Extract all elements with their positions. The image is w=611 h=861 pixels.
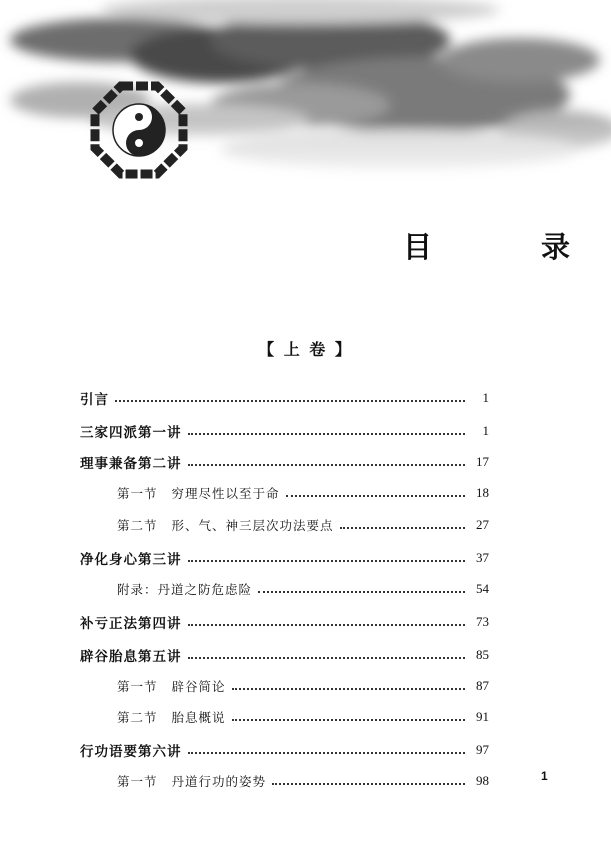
toc-section-number: 第一节 — [117, 774, 158, 789]
toc-entry[interactable] — [0, 548, 611, 568]
toc-section-number: 第二节 — [117, 710, 158, 725]
toc-entry[interactable] — [0, 645, 611, 665]
toc-entry-label — [80, 388, 109, 408]
dot-leader — [188, 624, 466, 626]
toc-entry-title: 理事兼备第二讲 — [80, 456, 182, 472]
dot-leader — [272, 783, 465, 785]
toc-entry-title: 辟谷胎息第五讲 — [80, 649, 182, 665]
dot-leader — [188, 657, 466, 659]
cloud-banner-illustration — [0, 0, 611, 200]
toc-page-number: 97 — [476, 742, 489, 757]
toc-page-number: 1 — [482, 423, 489, 438]
dot-leader — [232, 688, 465, 690]
toc-entry-title: 行功语要第六讲 — [80, 744, 182, 760]
toc-entry-label — [80, 740, 182, 760]
toc-subentry[interactable] — [0, 771, 611, 791]
toc-section-number: 第二节 — [117, 518, 158, 533]
toc-page-number: 1 — [482, 390, 489, 405]
toc-entry[interactable] — [0, 421, 611, 441]
volume-heading: 【 上 卷 】 — [258, 340, 353, 359]
toc-entry-title: 胎息概说 — [171, 710, 226, 725]
toc-entry-title: 附录：丹道之防危虑险 — [117, 582, 253, 597]
dot-leader — [188, 560, 466, 562]
toc-entry-label — [117, 484, 280, 502]
toc-page-number: 91 — [476, 709, 489, 724]
toc-subentry[interactable] — [0, 483, 611, 503]
dot-leader — [188, 433, 466, 435]
toc-entry[interactable] — [0, 452, 611, 472]
toc-page-number: 85 — [476, 647, 489, 662]
toc-page-number: 54 — [476, 581, 489, 596]
toc-entry-title: 三家四派第一讲 — [80, 425, 182, 441]
toc-page-number: 17 — [476, 454, 489, 469]
toc-entry[interactable] — [0, 612, 611, 632]
toc-entry-label — [117, 708, 226, 726]
toc-section-number: 第一节 — [117, 486, 158, 501]
toc-entry-title: 丹道行功的姿势 — [171, 774, 267, 789]
dot-leader — [258, 591, 465, 593]
toc-entry-label — [80, 548, 182, 568]
toc-page-number: 87 — [476, 678, 489, 693]
toc-subentry[interactable] — [0, 707, 611, 727]
toc-page-number: 37 — [476, 550, 489, 565]
dot-leader — [188, 464, 466, 466]
toc-entry[interactable] — [0, 740, 611, 760]
dot-leader — [115, 400, 465, 402]
toc-entry-label — [117, 677, 226, 695]
toc-entry-label — [80, 645, 182, 665]
toc-entry-label — [117, 516, 334, 534]
toc-entry-title: 形、气、神三层次功法要点 — [171, 518, 334, 533]
toc-entry-label — [80, 421, 182, 441]
toc-subentry[interactable] — [0, 515, 611, 535]
page-title: 目 录 — [403, 230, 611, 264]
toc-subentry[interactable] — [0, 676, 611, 696]
toc-entry-title: 穷理尽性以至于命 — [171, 486, 280, 501]
toc-entry-title: 辟谷简论 — [171, 679, 226, 694]
toc-subentry[interactable] — [0, 579, 611, 599]
toc-entry-label — [80, 612, 182, 632]
dot-leader — [286, 495, 465, 497]
toc-section-number: 第一节 — [117, 679, 158, 694]
toc-page-number: 73 — [476, 614, 489, 629]
toc-entry-title: 净化身心第三讲 — [80, 552, 182, 568]
toc-entry-label — [80, 452, 182, 472]
toc-entry-label — [117, 580, 252, 598]
toc-entry[interactable] — [0, 388, 611, 408]
dot-leader — [232, 719, 465, 721]
dot-leader — [340, 527, 465, 529]
toc-entry-title: 引言 — [80, 392, 109, 408]
toc-entry-label — [117, 772, 266, 790]
toc-entry-title: 补亏正法第四讲 — [80, 616, 182, 632]
toc-page-number: 27 — [476, 517, 489, 532]
toc-page-number: 98 — [476, 773, 489, 788]
dot-leader — [188, 752, 466, 754]
toc-page-number: 18 — [476, 485, 489, 500]
page-number: 1 — [541, 769, 548, 783]
